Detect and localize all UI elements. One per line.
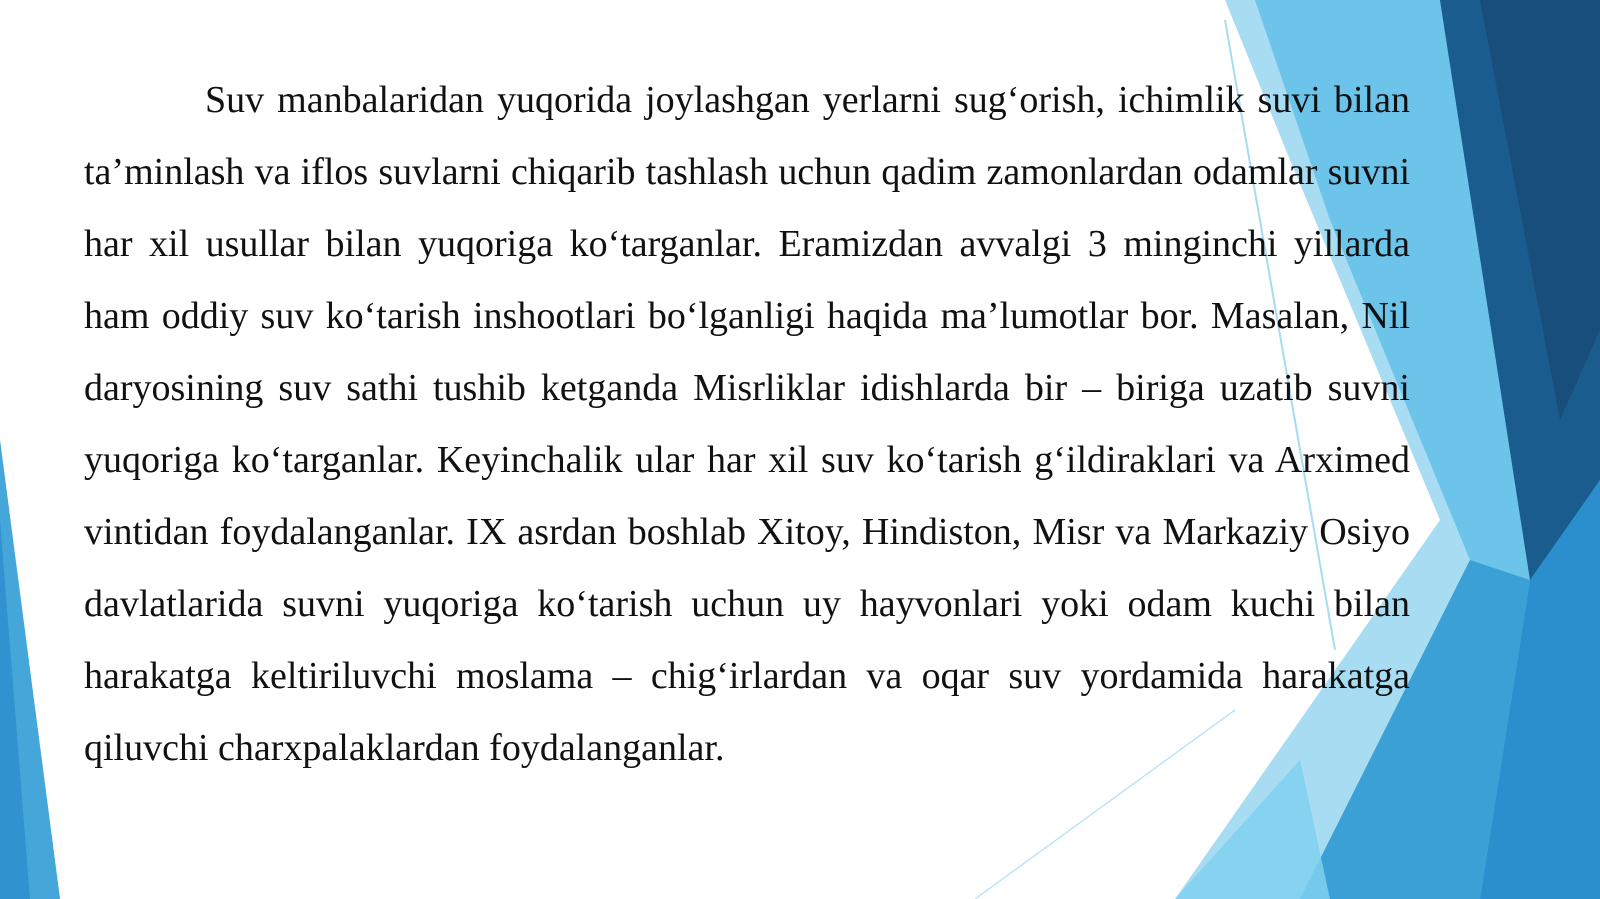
body-paragraph: Suv manbalaridan yuqorida joylashgan yerlarni sug‘orish, ichimlik suvi bilan ta’minlash va iflos suvlarni chiqarib tashlash uchun qadim zamonlardan odamlar suvni har xil usullar bilan yuqoriga ko‘targanlar. Eramizdan avvalgi 3 minginchi yillarda ham oddiy suv ko‘tarish inshootlari bo‘lganligi haqida ma’lumotlar bor. Masalan, Nil daryosining suv sathi tushib ketganda Misrliklar idishlarda bir – biriga uzatib suvni yuqoriga ko‘targanlar. Keyinchalik ular har xil suv ko‘tarish g‘ildiraklari va Arximed vintidan foydalanganlar. IX asrdan boshlab Xitoy, Hindiston, Misr va Markaziy Osiyo davlatlarida suvni yuqoriga ko‘tarish uchun uy hayvonlari yoki odam kuchi bilan harakatga keltiriluvchi moslama – chig‘irlardan va oqar suv yordamida harakatga qiluvchi charxpalaklardan foydalanganlar. [84,79,1410,769]
